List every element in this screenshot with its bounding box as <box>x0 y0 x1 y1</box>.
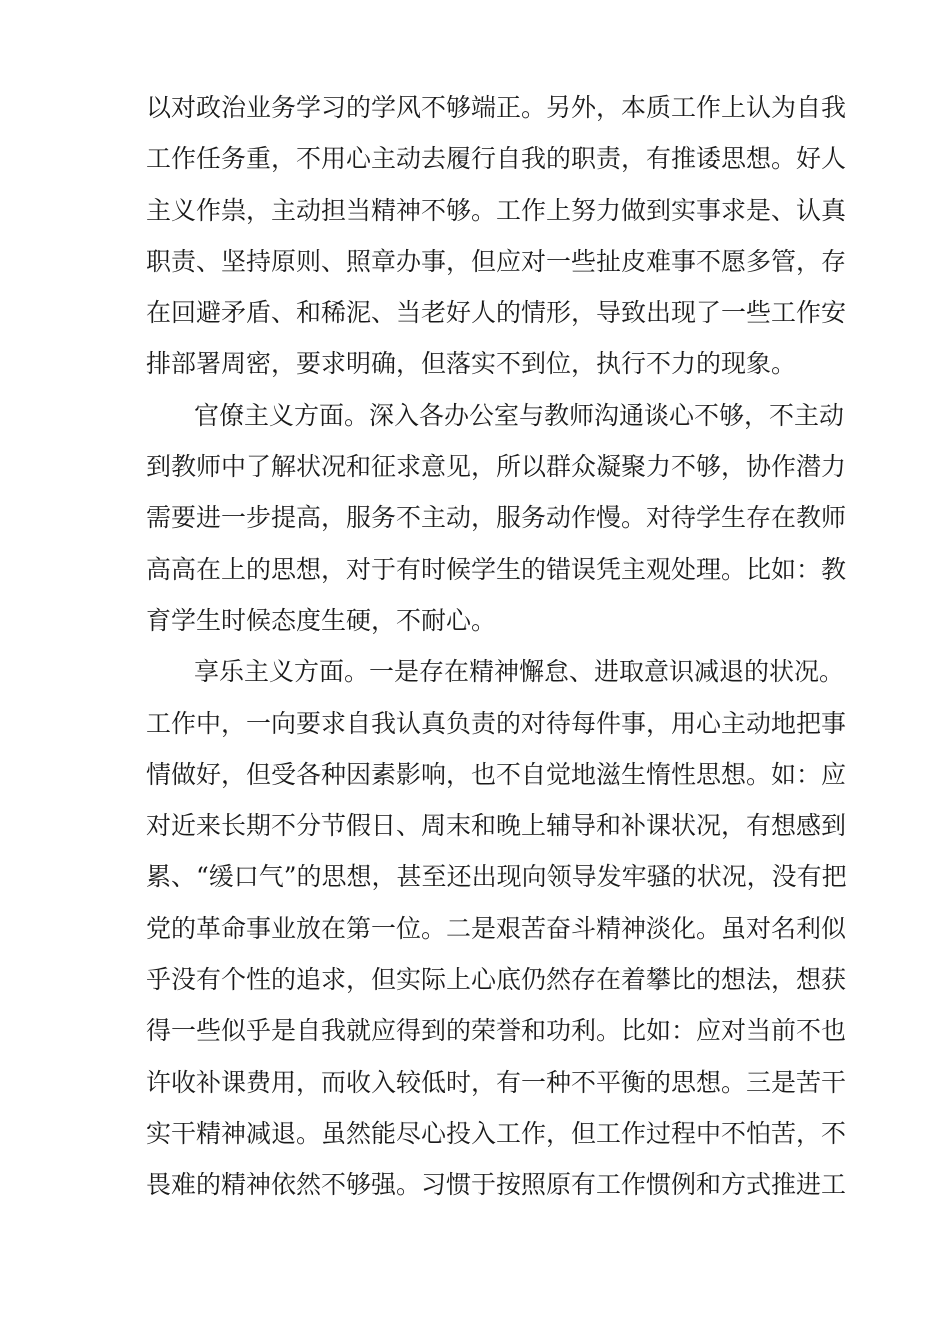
text-line: 职责、坚持原则、照章办事，但应对一些扯皮难事不愿多管，存 <box>146 246 847 276</box>
text-line: 育学生时候态度生硬，不耐心。 <box>146 605 497 635</box>
text-line: 得一些似乎是自我就应得到的荣誉和功利。比如：应对当前不也 <box>146 1016 847 1046</box>
text-line: 官僚主义方面。深入各办公室与教师沟通谈心不够，不主动 <box>194 400 845 430</box>
text-line: 工作任务重，不用心主动去履行自我的职责，有推诿思想。好人 <box>146 144 847 174</box>
text-line: 情做好，但受各种因素影响，也不自觉地滋生惰性思想。如：应 <box>146 759 847 789</box>
text-line: 对近来长期不分节假日、周末和晚上辅导和补课状况，有想感到 <box>146 811 847 841</box>
text-line: 排部署周密，要求明确，但落实不到位，执行不力的现象。 <box>146 349 797 379</box>
text-line: 在回避矛盾、和稀泥、当老好人的情形，导致出现了一些工作安 <box>146 298 847 328</box>
text-line: 需要进一步提高，服务不主动，服务动作慢。对待学生存在教师 <box>146 503 847 533</box>
text-line: 主义作祟，主动担当精神不够。工作上努力做到实事求是、认真 <box>146 195 847 225</box>
text-line: 享乐主义方面。一是存在精神懈怠、进取意识减退的状况。 <box>194 657 845 687</box>
document-body <box>146 86 847 1215</box>
text-line: 畏难的精神依然不够强。习惯于按照原有工作惯例和方式推进工 <box>146 1170 847 1200</box>
text-line: 以对政治业务学习的学风不够端正。另外，本质工作上认为自我 <box>146 93 847 122</box>
text-line: 乎没有个性的追求，但实际上心底仍然存在着攀比的想法，想获 <box>146 965 847 995</box>
text-line: 工作中，一向要求自我认真负责的对待每件事，用心主动地把事 <box>146 708 847 738</box>
text-line: 到教师中了解状况和征求意见，所以群众凝聚力不够，协作潜力 <box>146 452 847 482</box>
text-line: 党的革命事业放在第一位。二是艰苦奋斗精神淡化。虽对名利似 <box>146 913 847 943</box>
text-line: 累、“缓口气”的思想，甚至还出现向领导发牢骚的状况，没有把 <box>146 862 847 892</box>
text-line: 许收补课费用，而收入较低时，有一种不平衡的思想。三是苦干 <box>146 1067 847 1097</box>
text-line: 高高在上的思想，对于有时候学生的错误凭主观处理。比如：教 <box>146 554 847 584</box>
text-line: 实干精神减退。虽然能尽心投入工作，但工作过程中不怕苦，不 <box>146 1118 847 1148</box>
